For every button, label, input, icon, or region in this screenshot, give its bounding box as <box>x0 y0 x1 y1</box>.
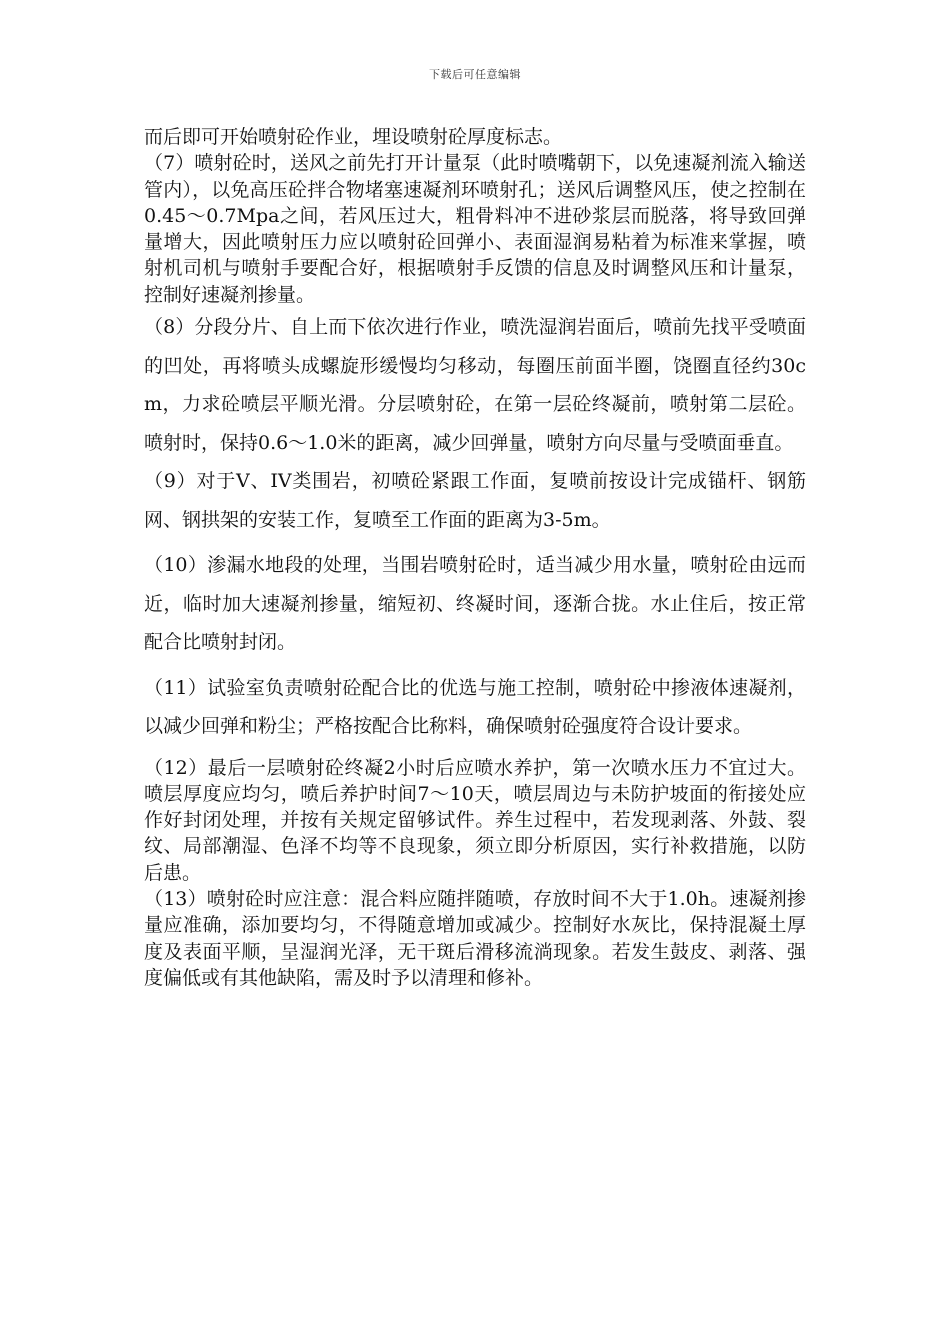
paragraph-12: （12）最后一层喷射砼终凝2小时后应喷水养护，第一次喷水压力不宜过大。喷层厚度应均匀，喷后养护时间7～10天，喷层周边与未防护坡面的衔接处应作好封闭处理，并按有关规定留够试件。养生过程中，若发现剥落、外鼓、裂纹、局部潮湿、色泽不均等不良现象，须立即分析原因，实行补救措施，以防后患。 <box>144 756 806 884</box>
paragraph-9: （9）对于V、IV类围岩，初喷砼紧跟工作面，复喷前按设计完成锚杆、钢筋网、钢拱架的安装工作，复喷至工作面的距离为3-5m。 <box>144 470 806 531</box>
document-body <box>144 124 806 991</box>
page-header: 下载后可任意编辑 <box>429 68 521 81</box>
paragraph-11: （11）试验室负责喷射砼配合比的优选与施工控制，喷射砼中掺液体速凝剂，以减少回弹和粉尘；严格按配合比称料，确保喷射砼强度符合设计要求。 <box>144 676 806 738</box>
paragraph-7: （7）喷射砼时，送风之前先打开计量泵（此时喷嘴朝下，以免速凝剂流入输送管内），以免高压砼拌合物堵塞速凝剂环喷射孔；送风后调整风压，使之控制在0.45～0.7Mpa之间，若风压过大，粗骨料冲不进砂浆层而脱落，将导致回弹量增大，因此喷射压力应以喷射砼回弹小、表面湿润易粘着为标准来掌握，喷射机司机与喷射手要配合好，根据喷射手反馈的信息及时调整风压和计量泵，控制好速凝剂掺量。 <box>144 152 806 306</box>
paragraph-10: （10）渗漏水地段的处理，当围岩喷射砼时，适当减少用水量，喷射砼由远而近，临时加大速凝剂掺量，缩短初、终凝时间，逐渐合拢。水止住后，按正常配合比喷射封闭。 <box>144 554 806 654</box>
paragraph-intro: 而后即可开始喷射砼作业，埋设喷射砼厚度标志。 <box>144 126 563 148</box>
paragraph-8: （8）分段分片、自上而下依次进行作业，喷洗湿润岩面后，喷前先找平受喷面的凹处，再将喷头成螺旋形缓慢均匀移动，每圈压前面半圈，饶圈直径约30cm，力求砼喷层平顺光滑。分层喷射砼，在第一层砼终凝前，喷射第二层砼。喷射时，保持0.6～1.0米的距离，减少回弹量，喷射方向尽量与受喷面垂直。 <box>144 316 806 454</box>
paragraph-13: （13）喷射砼时应注意：混合料应随拌随喷，存放时间不大于1.0h。速凝剂掺量应准确，添加要均匀，不得随意增加或减少。控制好水灰比，保持混凝土厚度及表面平顺，呈湿润光泽，无干斑后滑移流淌现象。若发生鼓皮、剥落、强度偏低或有其他缺陷，需及时予以清理和修补。 <box>144 888 806 989</box>
